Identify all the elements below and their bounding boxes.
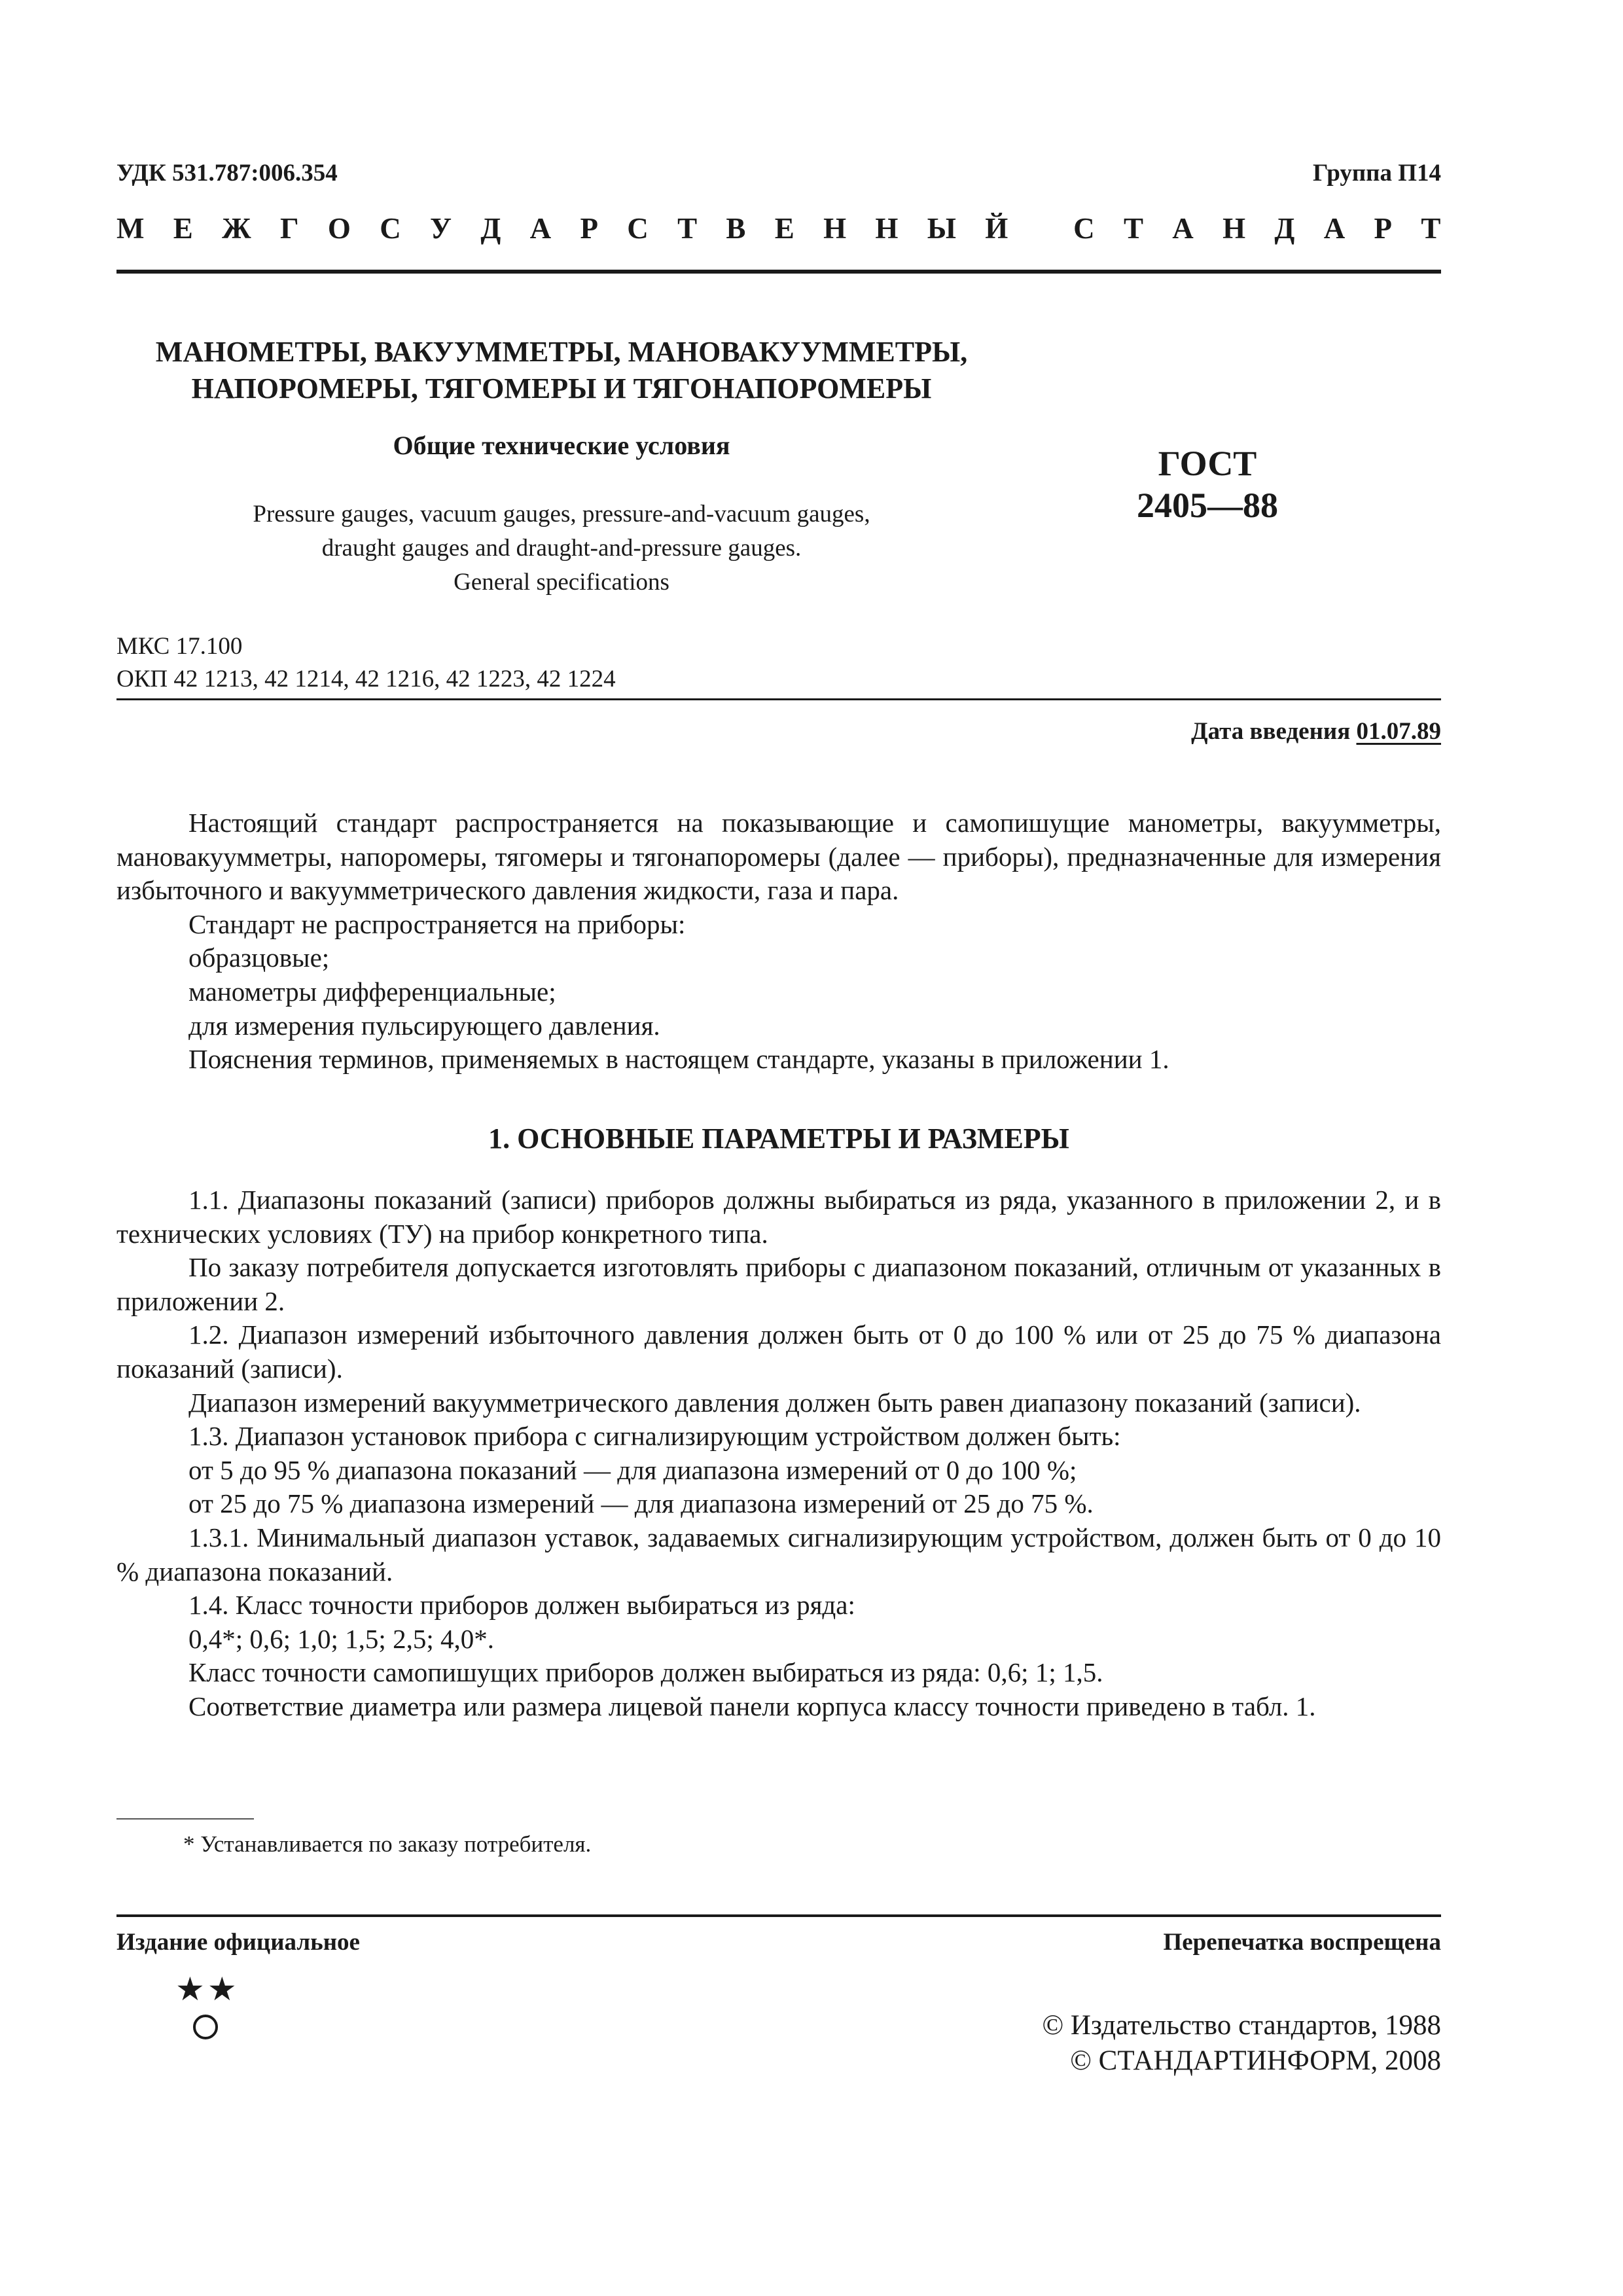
banner-letter: Ж [222,212,251,245]
banner-letter: Р [1374,212,1392,245]
clause-paragraph: 1.1. Диапазоны показаний (записи) приборов должны выбираться из ряда, указанного в приложении 2, и в технических условиях (ТУ) на прибор конкретного типа. [116,1185,1441,1249]
banner-letter: Е [774,212,794,245]
banner-letter: А [529,212,552,245]
clause-paragraph: Класс точности самопишущих приборов должен выбираться из ряда: 0,6; 1; 1,5. [188,1657,1103,1688]
banner-letter [262,211,269,245]
copyright-line-1: © Издательство стандартов, 1988 [1042,2010,1441,2041]
clause-paragraph: 0,4*; 0,6; 1,0; 1,5; 2,5; 4,0*. [188,1623,494,1654]
clause-paragraph: 1.3. Диапазон установок прибора с сигнализирующим устройством должен быть: [188,1421,1121,1452]
banner-letter [1204,211,1211,245]
banner-letter: У [430,212,452,245]
copyright-block [1042,2008,1441,2079]
banner-letter [361,211,368,245]
footnote-rule [116,1818,254,1820]
gost-number: 2405—88 [1137,486,1278,525]
banner-letter [512,211,519,245]
title-line-2: НАПОРОМЕРЫ, ТЯГОМЕРЫ И ТЯГОНАПОРОМЕРЫ [191,372,932,404]
banner-letter: Е [173,212,193,245]
banner-letter [1055,211,1062,245]
clause-paragraph: от 25 до 75 % диапазона измерений — для диапазона измерений от 25 до 75 %. [188,1488,1094,1519]
banner-letter [757,211,764,245]
clause-paragraph: По заказу потребителя допускается изготовлять приборы с диапазоном показаний, отличным от указанных в приложении 2. [116,1252,1441,1316]
banner-letter [805,211,812,245]
section-heading: 1. ОСНОВНЫЕ ПАРАМЕТРЫ И РАЗМЕРЫ [488,1122,1069,1155]
interstate-standard-banner [116,211,1441,245]
clause-paragraph: 1.2. Диапазон измерений избыточного давления должен быть от 0 до 100 % или от 25 до 75 % диапазона показаний (записи). [116,1319,1441,1384]
intro-list-item: для измерения пульсирующего давления. [188,1010,660,1041]
banner-letter [609,211,616,245]
copyright-line-2: © СТАНДАРТИНФОРМ, 2008 [1070,2045,1441,2076]
banner-letter: А [1172,212,1194,245]
banner-letter [909,211,916,245]
title-line-1: МАНОМЕТРЫ, ВАКУУММЕТРЫ, МАНОВАКУУММЕТРЫ, [155,336,968,368]
reprint-note: Перепечатка воспрещена [1163,1929,1441,1956]
banner-letter [708,211,715,245]
banner-letter: М [116,212,145,245]
banner-letter: Т [1123,212,1143,245]
clause-paragraph: 1.4. Класс точности приборов должен выбираться из ряда: [188,1590,855,1621]
banner-letter [463,211,470,245]
date-label: Дата введения [1191,718,1357,745]
banner-letter: С [380,212,401,245]
clause-paragraph: от 5 до 95 % диапазона показаний — для диапазона измерений от 0 до 100 %; [188,1454,1077,1485]
banner-letter: А [1323,212,1346,245]
english-title [116,497,1007,600]
stars-icon: ★★ [175,1971,240,2007]
banner-letter: С [627,212,649,245]
classification-codes [116,630,616,696]
banner-letter [204,211,211,245]
intro-paragraph: Стандарт не распространяется на приборы: [188,908,686,939]
circle-icon [193,2015,218,2039]
okp-code: ОКП 42 1213, 42 1214, 42 1216, 42 1223, 42 1224 [116,666,616,692]
gost-designation [1099,442,1315,526]
introduction-date [1191,717,1441,745]
intro-section [116,806,1441,1077]
banner-letter: О [327,212,351,245]
banner-letter: Т [677,212,698,245]
banner-letter: Н [823,212,847,245]
banner-letter [310,211,317,245]
english-title-line-1: Pressure gauges, vacuum gauges, pressure-and-vacuum gauges, [253,501,870,528]
banner-letter: Й [985,212,1008,245]
english-title-line-2: draught gauges and draught-and-pressure gauges. [321,535,802,562]
banner-letter [1037,211,1044,245]
date-value: 01.07.89 [1356,718,1441,745]
section-1-body [116,1183,1441,1724]
banner-letter [1257,211,1264,245]
banner-letter [412,211,419,245]
banner-letter [659,211,666,245]
banner-letter: Н [875,212,899,245]
clause-paragraph: Диапазон измерений вакуумметрического давления должен быть равен диапазону показаний (записи). [188,1387,1361,1418]
english-title-line-3: General specifications [454,569,669,596]
banner-letter: Д [1274,212,1295,245]
banner-letter: Д [480,212,501,245]
codes-rule [116,698,1441,700]
banner-letter [155,211,162,245]
footnote: * Устанавливается по заказу потребителя. [183,1831,592,1857]
udk-code: УДК 531.787:006.354 [116,160,338,187]
banner-letter: Г [279,212,299,245]
clause-paragraph: 1.3.1. Минимальный диапазон уставок, задаваемых сигнализирующим устройством, должен быть от 0 до 10 % диапазона показаний. [116,1522,1441,1587]
header-rule [116,270,1441,274]
intro-paragraph: Пояснения терминов, применяемых в настоящем стандарте, указаны в приложении 1. [188,1044,1169,1075]
banner-letter: С [1073,212,1095,245]
banner-letter: В [726,212,746,245]
banner-letter [1154,211,1161,245]
intro-list-item: манометры дифференциальные; [188,976,556,1007]
gost-label: ГОСТ [1158,444,1257,483]
banner-letter [1019,211,1026,245]
document-subtitle: Общие технические условия [393,431,730,460]
banner-letter [967,211,974,245]
clause-paragraph: Соответствие диаметра или размера лицевой панели корпуса классу точности приведено в табл. 1. [188,1691,1316,1721]
intro-paragraph: Настоящий стандарт распространяется на показывающие и самопишущие манометры, вакуумметры, мановакуумметры, напоромеры, тягомеры и тягонапоромеры (далее — приборы), предназначенные для измерения избыточного и вакуумметрического давления жидкости, газа и пара. [116,808,1441,906]
banner-letter [1403,211,1410,245]
banner-letter [1105,211,1113,245]
document-title [116,334,1007,407]
banner-letter [857,211,865,245]
banner-letter: Ы [927,212,956,245]
banner-letter [1356,211,1363,245]
banner-letter: Н [1222,212,1246,245]
intro-list-item: образцовые; [188,942,330,973]
mks-code: МКС 17.100 [116,633,243,660]
group-code: Группа П14 [1313,160,1441,187]
banner-letter: Р [580,212,598,245]
banner-letter: Т [1421,212,1441,245]
banner-letter [562,211,569,245]
banner-letter [1306,211,1313,245]
footer-rule [116,1914,1441,1917]
edition-note: Издание официальное [116,1929,360,1956]
